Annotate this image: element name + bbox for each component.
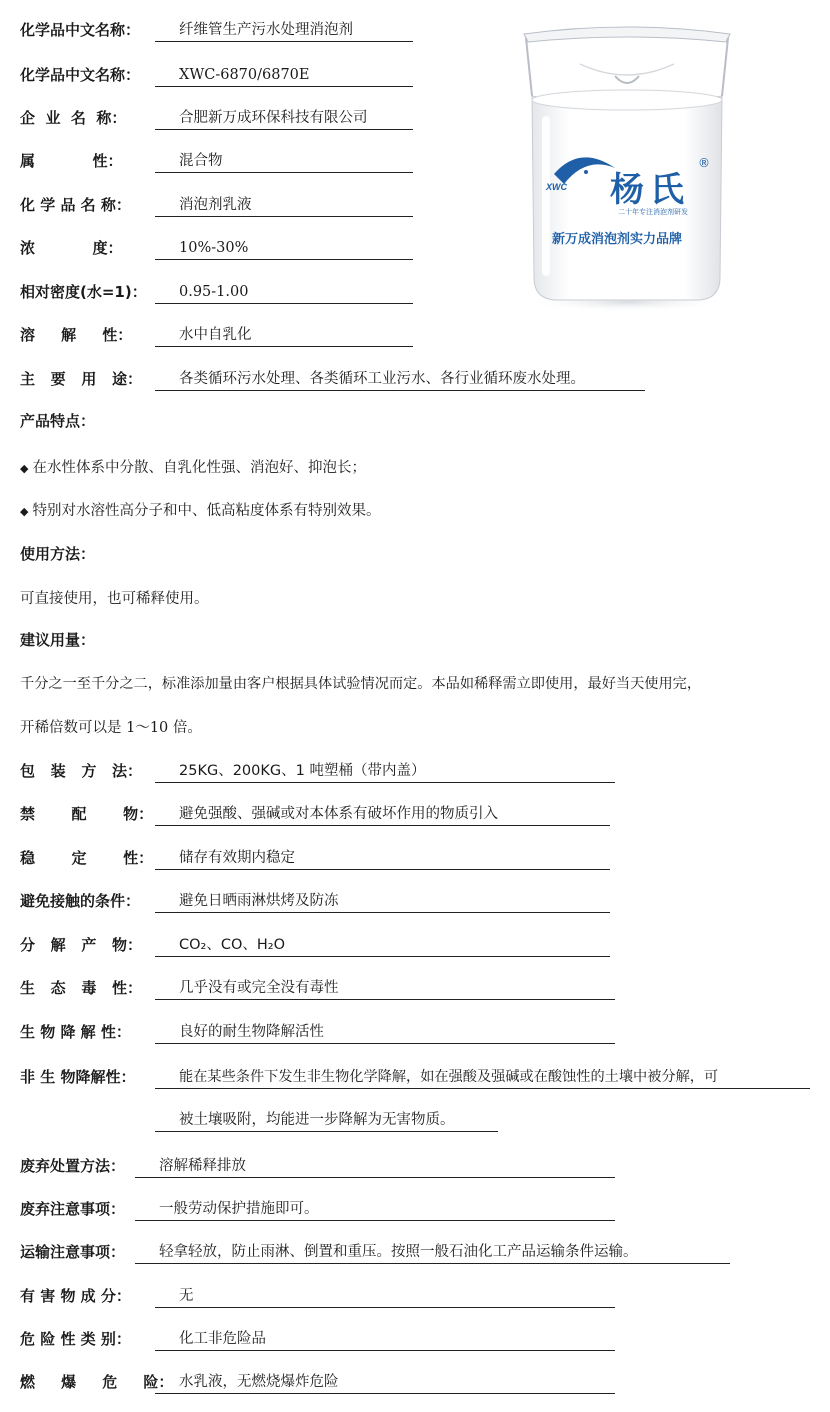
usage-heading: 使用方法： [20,545,96,563]
field-label: 化 学 品 名 称： [20,196,131,214]
bullet-icon: ◆ [20,505,29,518]
field-label: 禁 配 物： [20,805,154,823]
field-value: CO₂、CO、H₂O [155,931,610,957]
field-label: 化学品中文名称： [20,66,141,84]
field-label: 包 装 方 法： [20,762,143,780]
field-value: 无 [155,1282,615,1308]
field-value: XWC-6870/6870E [155,61,413,87]
field-label: 相对密度(水=1)： [20,283,147,301]
field-value: 轻拿轻放，防止雨淋、倒置和重压。按照一般石油化工产品运输条件运输。 [135,1238,730,1264]
field-value: 10%-30% [155,234,413,260]
field-label: 有 害 物 成 分： [20,1287,131,1305]
dosage-text-line2: 开稀倍数可以是 1～10 倍。 [20,720,202,736]
field-label: 主 要 用 途： [20,370,143,388]
field-label: 燃 爆 危 险： [20,1373,174,1391]
nonbio-value-line2: 被土壤吸附，均能进一步降解为无害物质。 [155,1106,498,1132]
field-label: 分 解 产 物： [20,936,143,954]
field-label: 废弃注意事项： [20,1200,126,1218]
field-value: 各类循环污水处理、各类循环工业污水、各行业循环废水处理。 [155,365,645,391]
field-label: 危 险 性 类 别： [20,1330,131,1348]
field-value: 纤维管生产污水处理消泡剂 [155,16,413,42]
field-label: 生 态 毒 性： [20,979,143,997]
field-label: 非 生 物降解性： [20,1068,136,1086]
brand-tagline: 二十年专注消泡剂研发 [618,208,688,216]
usage-text: 可直接使用，也可稀释使用。 [20,591,209,607]
field-label: 属 性： [20,152,123,170]
field-value: 几乎没有或完全没有毒性 [155,974,615,1000]
feature-item [20,456,366,477]
bullet-icon: ◆ [20,462,29,475]
field-label: 化学品中文名称： [20,21,141,39]
field-value: 0.95-1.00 [155,278,413,304]
field-value: 良好的耐生物降解活性 [155,1018,615,1044]
field-value: 避免强酸、强碱或对本体系有破坏作用的物质引入 [155,800,610,826]
field-value: 溶解稀释排放 [135,1152,615,1178]
brand-slogan: 新万成消泡剂实力品牌 [552,232,683,247]
brand-logo-text: XWC [546,182,567,192]
field-label: 避免接触的条件： [20,892,141,910]
field-label: 溶 解 性： [20,326,133,344]
field-value: 能在某些条件下发生非生物化学降解，如在强酸及强碱或在酸蚀性的土壤中被分解，可 [155,1063,810,1089]
field-value: 消泡剂乳液 [155,191,413,217]
features-heading: 产品特点： [20,412,96,430]
feature-text: 在水性体系中分散、自乳化性强、消泡好、抑泡长； [32,460,366,476]
field-label: 运输注意事项： [20,1243,126,1261]
field-label: 生 物 降 解 性： [20,1023,131,1041]
field-value: 合肥新万成环保科技有限公司 [155,104,413,130]
nonbio-row [20,1063,810,1091]
field-value: 水乳液，无燃烧爆炸危险 [155,1368,615,1394]
field-value: 避免日晒雨淋烘烤及防冻 [155,887,610,913]
feature-item [20,499,380,520]
feature-text: 特别对水溶性高分子和中、低高粘度体系有特别效果。 [32,503,381,519]
dosage-text-line1: 千分之一至千分之二，标准添加量由客户根据具体试验情况而定。本品如稀释需立即使用，最好当天使用完， [20,676,702,692]
field-value: 25KG、200KG、1 吨塑桶（带内盖） [155,757,615,783]
dosage-heading: 建议用量： [20,631,96,649]
field-label: 稳 定 性： [20,849,154,867]
brand-name: 杨氏 [610,170,690,210]
product-beaker-image [520,16,735,316]
field-value: 混合物 [155,147,413,173]
field-label: 废弃处置方法： [20,1157,126,1175]
field-value: 水中自乳化 [155,321,413,347]
brand-registered-mark: ® [698,156,710,170]
field-label: 企 业 名 称： [20,109,127,127]
field-value: 储存有效期内稳定 [155,844,610,870]
field-value: 化工非危险品 [155,1325,615,1351]
field-label: 浓 度： [20,239,123,257]
field-value: 一般劳动保护措施即可。 [135,1195,615,1221]
